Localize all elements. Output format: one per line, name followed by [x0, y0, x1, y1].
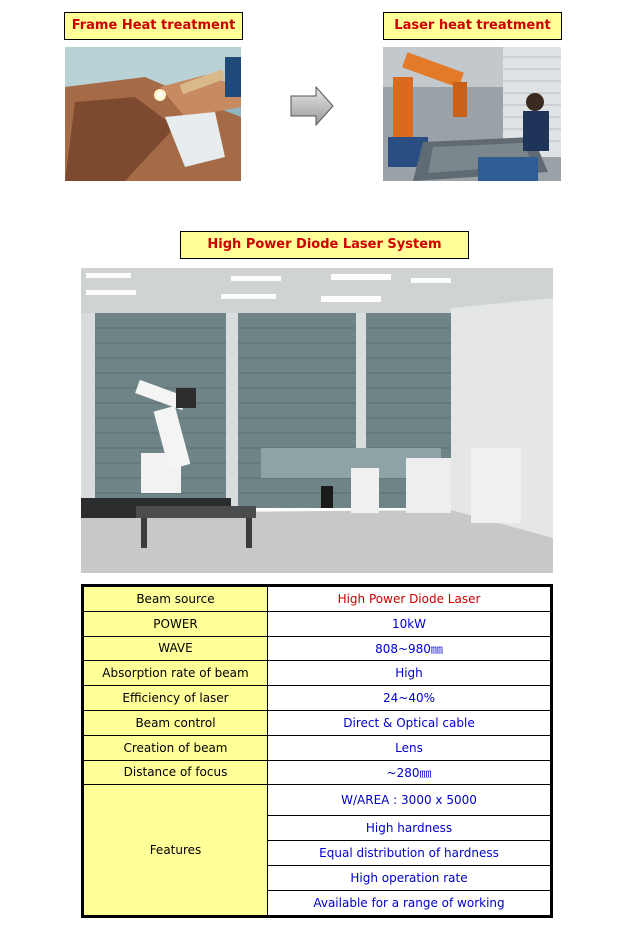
system-title-label: High Power Diode Laser System — [180, 231, 469, 259]
feature-value: High hardness — [268, 816, 552, 841]
spec-key: Creation of beam — [83, 735, 268, 760]
spec-key: Beam source — [83, 586, 268, 612]
spec-value: Lens — [268, 735, 552, 760]
laser-system-photo — [81, 268, 553, 573]
frame-heat-label: Frame Heat treatment — [64, 12, 243, 40]
spec-key: Distance of focus — [83, 760, 268, 785]
table-row — [83, 611, 552, 636]
table-row — [83, 661, 552, 686]
arrow-right-icon — [290, 86, 334, 126]
spec-value: 24~40% — [268, 686, 552, 711]
spec-key: WAVE — [83, 636, 268, 661]
table-row — [83, 636, 552, 661]
laser-heat-photo — [383, 47, 561, 181]
table-row — [83, 586, 552, 612]
table-row — [83, 785, 552, 816]
feature-value: Available for a range of working — [268, 890, 552, 916]
spec-key: Absorption rate of beam — [83, 661, 268, 686]
frame-heat-photo — [65, 47, 241, 181]
table-row — [83, 760, 552, 785]
spec-value: 808~980㎜ — [268, 636, 552, 661]
table-row — [83, 686, 552, 711]
feature-value: W/AREA : 3000 x 5000 — [268, 785, 552, 816]
spec-value: 10kW — [268, 611, 552, 636]
spec-key: Beam control — [83, 710, 268, 735]
spec-value: High — [268, 661, 552, 686]
features-key: Features — [83, 785, 268, 916]
table-row — [83, 710, 552, 735]
spec-key: POWER — [83, 611, 268, 636]
feature-value: Equal distribution of hardness — [268, 841, 552, 866]
spec-value: Direct & Optical cable — [268, 710, 552, 735]
laser-heat-label: Laser heat treatment — [383, 12, 562, 40]
table-row — [83, 735, 552, 760]
spec-key: Efficiency of laser — [83, 686, 268, 711]
feature-value: High operation rate — [268, 865, 552, 890]
spec-value: ~280㎜ — [268, 760, 552, 785]
spec-table — [81, 584, 553, 918]
spec-value: High Power Diode Laser — [268, 586, 552, 612]
